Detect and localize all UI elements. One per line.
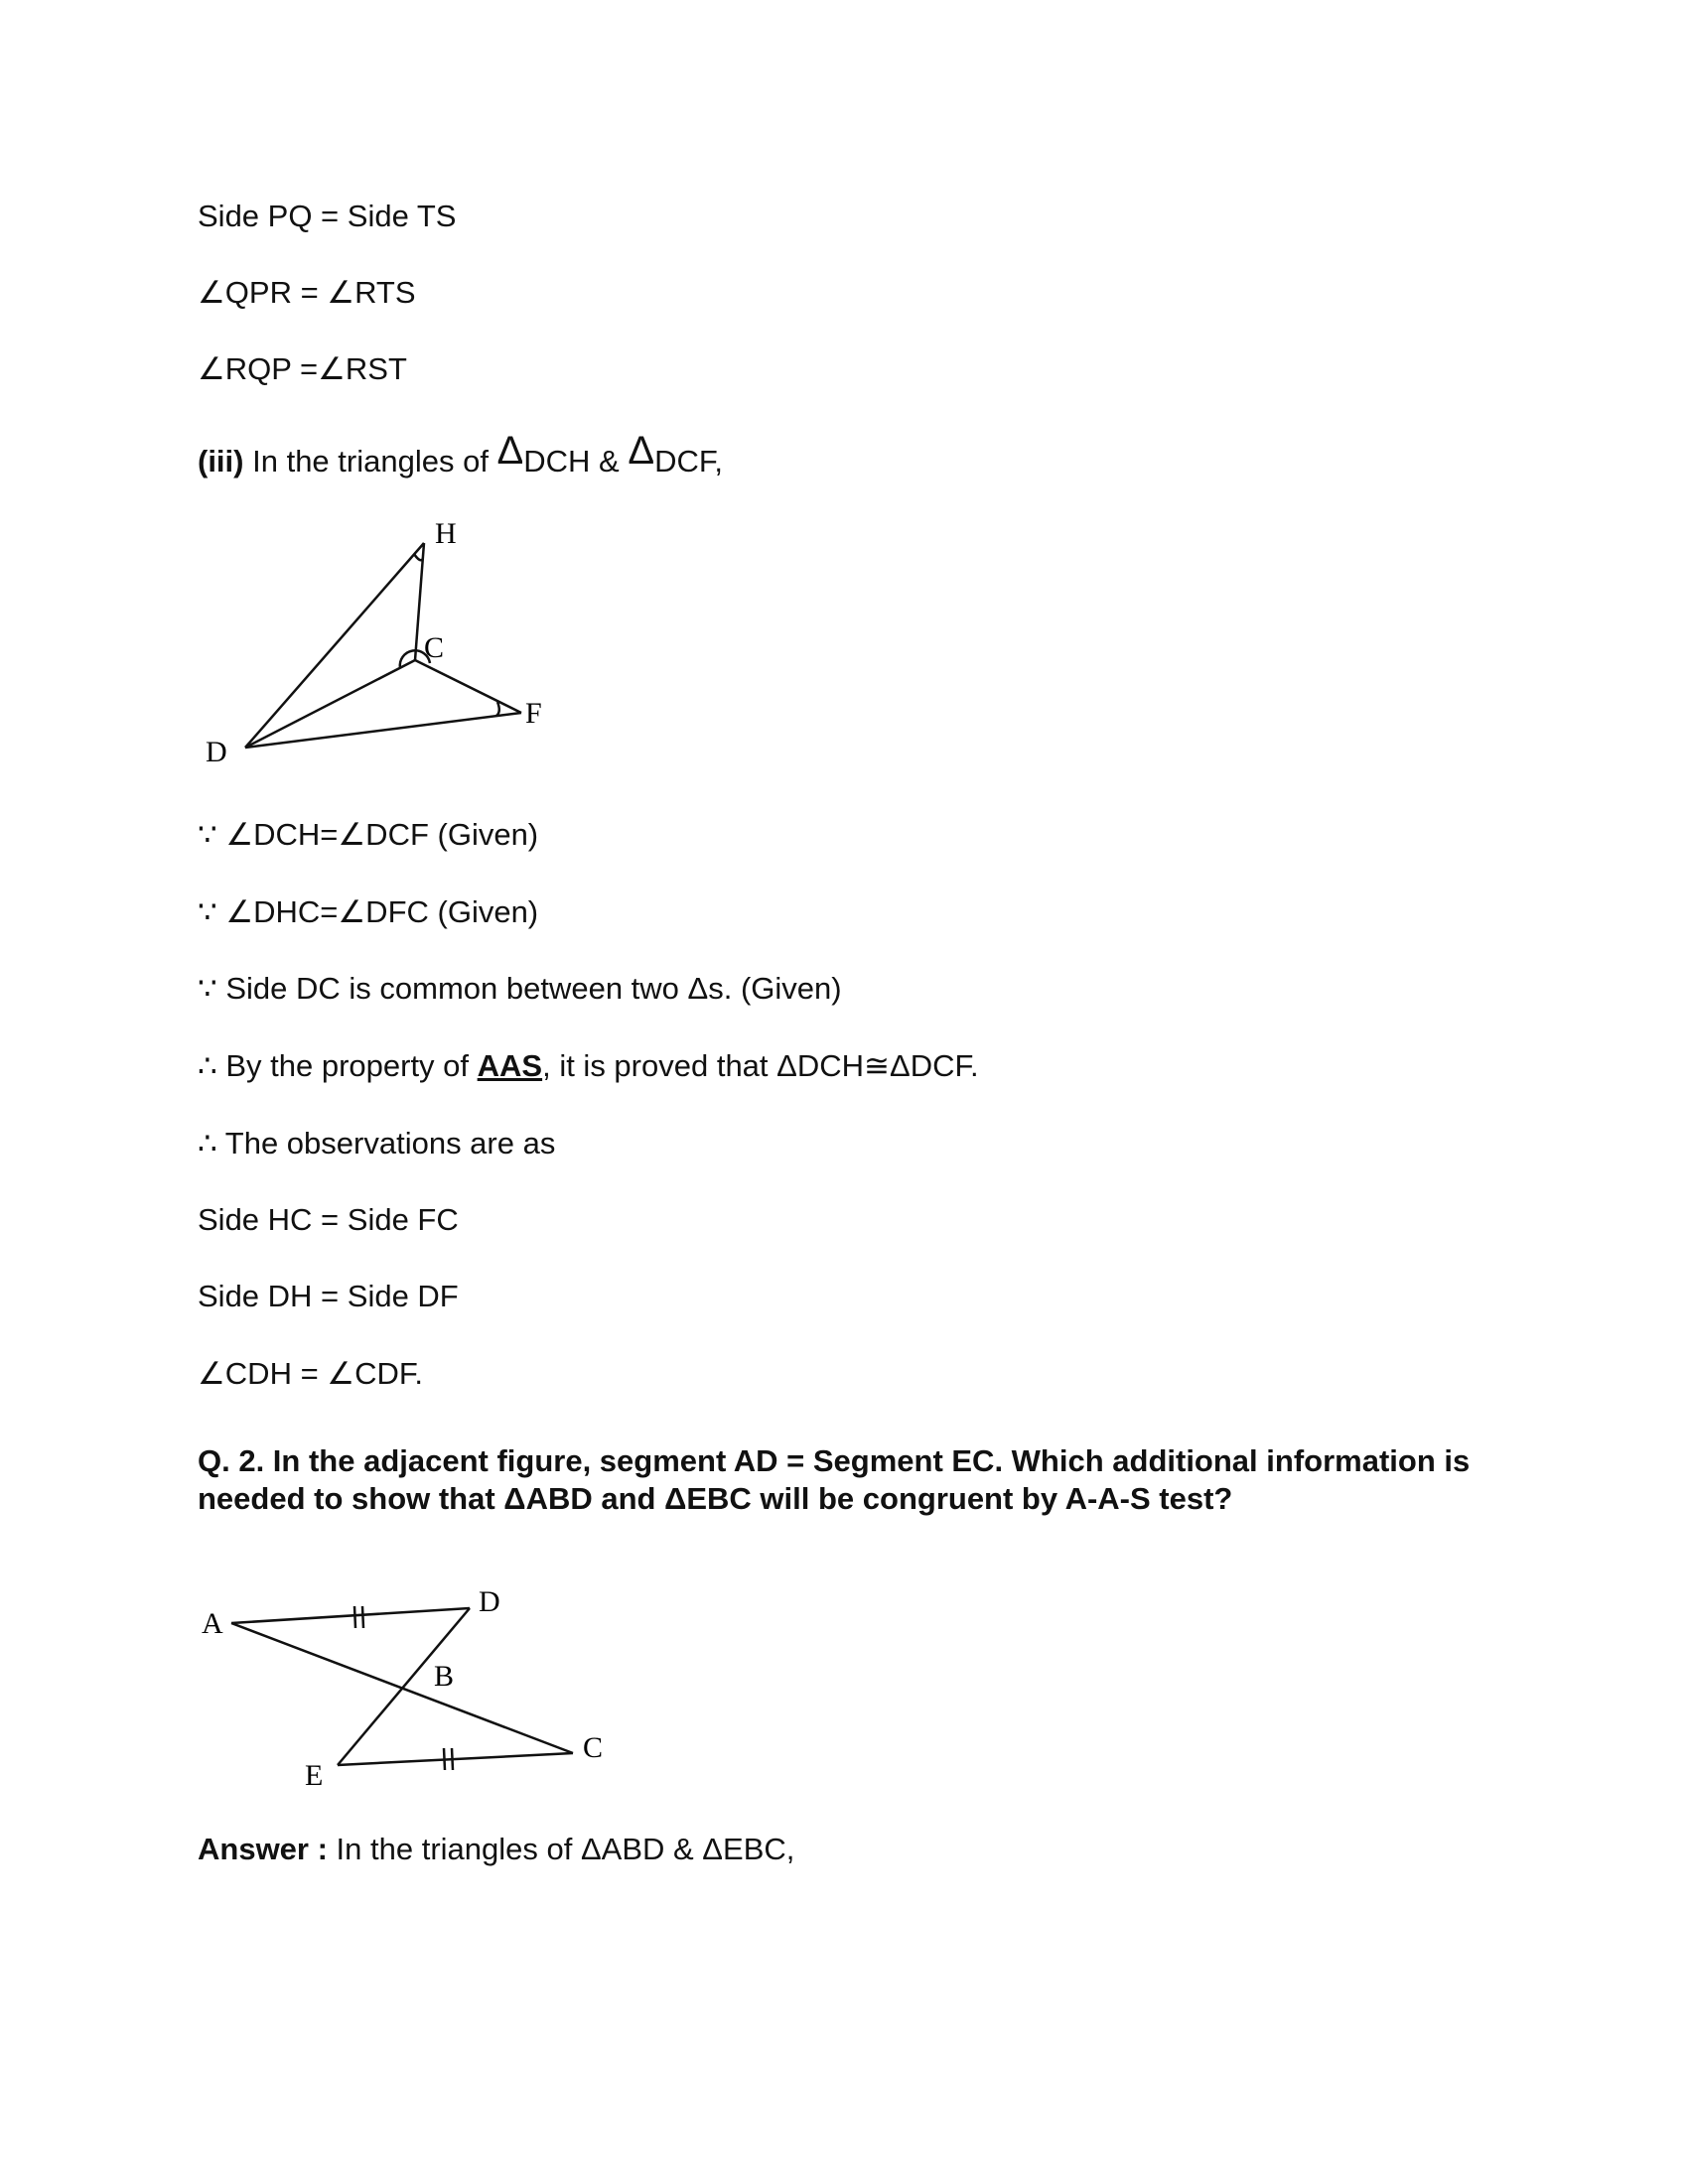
reason-common-side-dc: ∵ Side DC is common between two Δs. (Given) (198, 971, 842, 1006)
part-iii-heading (198, 429, 723, 479)
observation-side-dh-df: Side DH = Side DF (198, 1279, 459, 1313)
triangle-dch-name: DCH (523, 444, 591, 478)
label-c: C (424, 631, 445, 664)
label-b: B (434, 1660, 455, 1693)
conclusion-aas (198, 1048, 979, 1084)
triangle-symbol-2: Δ (628, 429, 655, 473)
observation-angle-rqp-rst: ∠RQP =∠RST (198, 351, 407, 386)
answer-label: Answer : (198, 1832, 328, 1866)
label-c2: C (583, 1731, 604, 1764)
observation-side-hc-fc: Side HC = Side FC (198, 1202, 459, 1237)
figure-triangles-dch-dcf (194, 511, 551, 769)
label-f: F (525, 697, 542, 730)
segment-dc (245, 660, 415, 748)
label-e: E (305, 1759, 324, 1792)
angle-mark-f (496, 702, 499, 716)
segment-ad (231, 1608, 470, 1623)
answer-text: In the triangles of ΔABD & ΔEBC, (327, 1832, 795, 1866)
segment-dh (245, 543, 424, 748)
observation-angle-cdh-cdf: ∠CDH = ∠CDF. (198, 1356, 423, 1391)
tick-ec-2 (452, 1748, 453, 1770)
conclusion-prefix: ∴ By the property of (198, 1048, 478, 1083)
label-a: A (202, 1607, 223, 1640)
label-d: D (206, 736, 227, 768)
observation-angle-qpr-rts: ∠QPR = ∠RTS (198, 275, 416, 310)
observation-side-pq-ts: Side PQ = Side TS (198, 199, 457, 233)
label-h: H (435, 517, 457, 550)
figure-question-2 (194, 1578, 631, 1792)
answer-line (198, 1832, 794, 1867)
reason-angle-dch-dcf: ∵ ∠DCH=∠DCF (Given) (198, 817, 539, 852)
ampersand: & (590, 444, 629, 478)
angle-mark-h (414, 554, 423, 560)
tick-ad-2 (362, 1606, 363, 1628)
segment-ec (338, 1753, 573, 1765)
reason-angle-dhc-dfc: ∵ ∠DHC=∠DFC (Given) (198, 894, 539, 929)
segment-df (245, 713, 521, 748)
part-iii-label: (iii) (198, 444, 244, 478)
observations-intro: ∴ The observations are as (198, 1126, 556, 1160)
aas-rule: AAS (477, 1048, 543, 1083)
question-2-text: Q. 2. In the adjacent figure, segment AD = Segment EC. Which additional information is needed to show that ΔABD and ΔEBC will be congruent by A-A-S test? (198, 1443, 1471, 1516)
tick-ad-1 (354, 1606, 355, 1628)
conclusion-suffix: , it is proved that ΔDCH≅ΔDCF. (542, 1048, 979, 1083)
segment-cf (415, 660, 521, 713)
part-iii-text: In the triangles of (243, 444, 497, 478)
triangle-dcf-name: DCF, (654, 444, 723, 478)
label-d2: D (479, 1585, 500, 1618)
triangle-symbol: Δ (496, 429, 524, 473)
tick-ec-1 (444, 1748, 445, 1770)
